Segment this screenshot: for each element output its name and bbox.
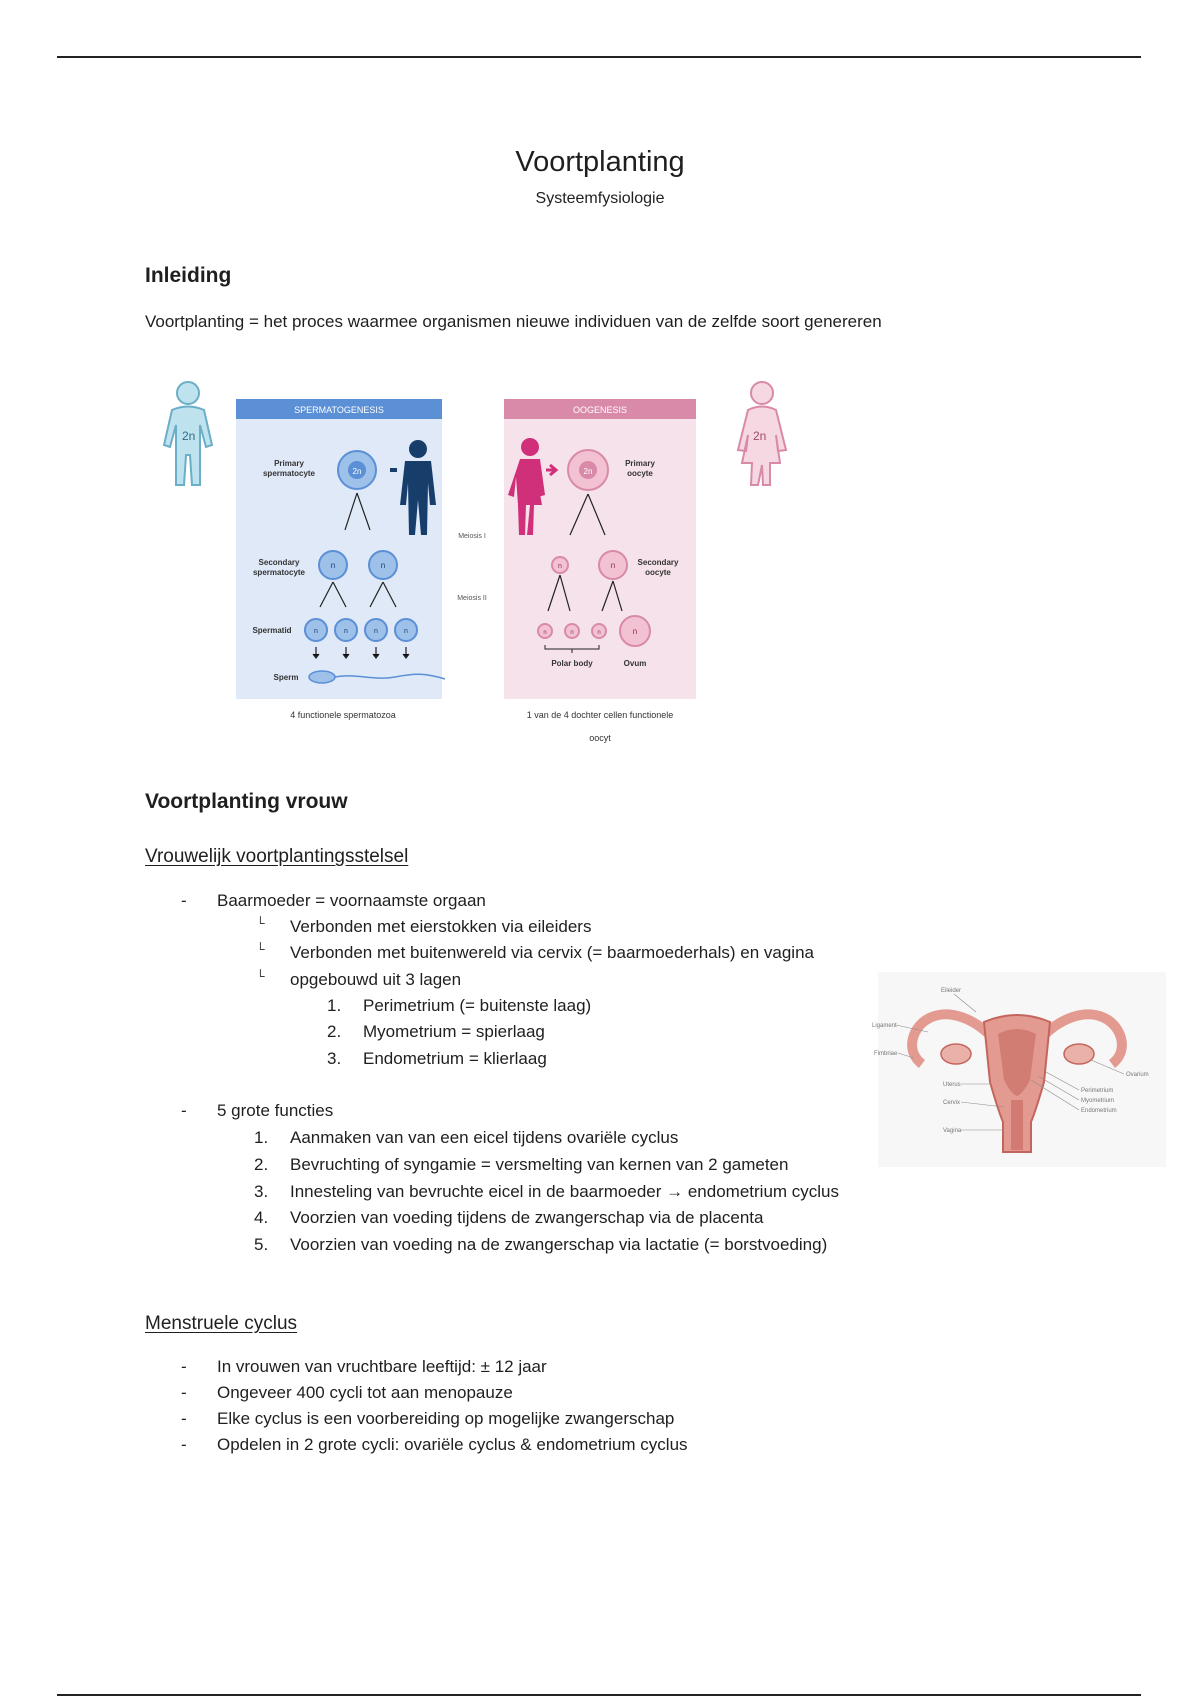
menstrual-bullet: Elke cyclus is een voorbereiding op mogelijke zwangerschap: [217, 1409, 675, 1428]
bullet-marker: -: [181, 1101, 187, 1120]
layer-text: Myometrium = spierlaag: [363, 1022, 545, 1041]
functions-item: 5 grote functies: [217, 1101, 334, 1120]
gametogenesis-figure: [150, 355, 800, 750]
male-panel-title: SPERMATOGENESIS: [294, 405, 384, 415]
spermatid-ploidy: n: [374, 628, 378, 635]
male-child-label: 2n: [182, 429, 196, 443]
function-number: 4.: [254, 1208, 269, 1227]
primary-oocyte-ploidy: 2n: [583, 467, 593, 476]
function-text: Voorzien van voeding tijdens de zwangerschap via de placenta: [290, 1208, 764, 1227]
uterus-subitem: Verbonden met eierstokken via eileiders: [290, 917, 592, 936]
reproductive-system-heading: Vrouwelijk voortplantingsstelsel: [145, 846, 409, 867]
secondary-oocyte-ploidy: n: [610, 561, 616, 570]
secondary-spermatocyte-ploidy: n: [330, 561, 336, 570]
meiosis-1-label: Meiosis I: [458, 533, 486, 540]
secondary-oocyte-label-1: Secondary: [637, 558, 679, 567]
label-uterus: Uterus: [943, 1082, 961, 1088]
spermatid-ploidy: n: [314, 628, 318, 635]
layer-number: 2.: [327, 1022, 342, 1041]
sub-marker: └: [256, 969, 265, 983]
cervical-canal: [1011, 1100, 1023, 1150]
menstrual-bullet: Opdelen in 2 grote cycli: ovariële cyclus & endometrium cyclus: [217, 1435, 688, 1454]
primary-spermatocyte-label-2: spermatocyte: [262, 469, 316, 478]
intro-heading: Inleiding: [145, 264, 232, 287]
polar-body-ploidy: n: [543, 630, 547, 636]
bottom-rule: [57, 1694, 1141, 1696]
primary-spermatocyte-label-1: Primary: [274, 459, 304, 468]
polar-body-ploidy: n: [570, 630, 574, 636]
function-number: 3.: [254, 1182, 269, 1201]
menstrual-bullet: Ongeveer 400 cycli tot aan menopauze: [217, 1383, 513, 1402]
label-myometrium: Myometrium: [1081, 1098, 1115, 1104]
label-cervix: Cervix: [943, 1100, 961, 1106]
bullet-marker: -: [181, 1435, 187, 1454]
function-number: 1.: [254, 1128, 269, 1147]
secondary-oocyte-label-2: oocyte: [645, 568, 671, 577]
right-ovary: [1064, 1044, 1094, 1064]
sub-marker: └: [256, 942, 265, 956]
ovum-label: Ovum: [623, 659, 647, 668]
bullet-marker: -: [181, 1357, 187, 1376]
page-subtitle: Systeemfysiologie: [535, 190, 665, 207]
function-text: Aanmaken van van een eicel tijdens ovariële cyclus: [290, 1128, 679, 1147]
left-ovary: [941, 1044, 971, 1064]
intro-definition: Voortplanting = het proces waarmee organismen nieuwe individuen van de zelfde soort genereren: [145, 312, 882, 331]
layer-text: Perimetrium (= buitenste laag): [363, 996, 592, 1015]
primary-oocyte-label-2: oocyte: [627, 469, 653, 478]
layer-number: 3.: [327, 1049, 342, 1068]
meiosis-2-label: Meiosis II: [457, 595, 487, 602]
spermatid-ploidy: n: [404, 628, 408, 635]
menstrual-heading: Menstruele cyclus: [145, 1313, 298, 1334]
female-child-label: 2n: [753, 429, 767, 443]
sub-marker: └: [256, 916, 265, 930]
function-text: Innesteling van bevruchte eicel in de baarmoeder → endometrium cyclus: [290, 1182, 840, 1201]
first-polar-body-ploidy: n: [558, 563, 562, 570]
menstrual-bullet: In vrouwen van vruchtbare leeftijd: ± 12 jaar: [217, 1357, 547, 1376]
ovum-ploidy: n: [632, 627, 638, 636]
page-title: Voortplanting: [515, 146, 685, 178]
label-vagina: Vagina: [943, 1128, 962, 1134]
function-number: 2.: [254, 1155, 269, 1174]
function-text: Voorzien van voeding na de zwangerschap via lactatie (= borstvoeding): [290, 1235, 828, 1254]
label-perimetrium: Perimetrium: [1081, 1088, 1114, 1094]
male-caption: 4 functionele spermatozoa: [290, 710, 396, 720]
sperm-label: Sperm: [273, 673, 299, 682]
polar-body-ploidy: n: [597, 630, 601, 636]
bullet-marker: -: [181, 1383, 187, 1402]
secondary-spermatocyte-label-1: Secondary: [258, 558, 300, 567]
female-section-heading: Voortplanting vrouw: [145, 790, 348, 813]
uterus-subitem: Verbonden met buitenwereld via cervix (= baarmoederhals) en vagina: [290, 943, 814, 962]
primary-spermatocyte-ploidy: 2n: [352, 467, 362, 476]
female-caption-line1: 1 van de 4 dochter cellen functionele: [526, 710, 674, 720]
uterus-subitem: opgebouwd uit 3 lagen: [290, 970, 462, 989]
female-panel-title: OOGENESIS: [572, 405, 628, 415]
label-endometrium: Endometrium: [1081, 1108, 1117, 1114]
uterus-anatomy-figure: [866, 972, 1166, 1172]
spermatid-ploidy: n: [344, 628, 348, 635]
layer-number: 1.: [327, 996, 342, 1015]
bullet-marker: -: [181, 1409, 187, 1428]
function-number: 5.: [254, 1235, 269, 1254]
label-fimbriae: Fimbriae: [874, 1051, 898, 1057]
bullet-marker: -: [181, 891, 187, 910]
label-ligament: Ligament: [872, 1023, 897, 1029]
label-ovarium: Ovarium: [1126, 1072, 1149, 1078]
layer-text: Endometrium = klierlaag: [363, 1049, 547, 1068]
function-text: Bevruchting of syngamie = versmelting van kernen van 2 gameten: [290, 1155, 789, 1174]
label-eileider: Eileider: [941, 988, 962, 994]
uterus-item: Baarmoeder = voornaamste orgaan: [217, 891, 486, 910]
primary-oocyte-label-1: Primary: [625, 459, 655, 468]
female-caption-line2: oocyt: [589, 733, 611, 743]
secondary-spermatocyte-ploidy: n: [380, 561, 386, 570]
spermatid-label: Spermatid: [252, 626, 292, 635]
polar-body-label: Polar body: [551, 659, 593, 668]
secondary-spermatocyte-label-2: spermatocyte: [252, 568, 306, 577]
top-rule: [57, 56, 1141, 58]
